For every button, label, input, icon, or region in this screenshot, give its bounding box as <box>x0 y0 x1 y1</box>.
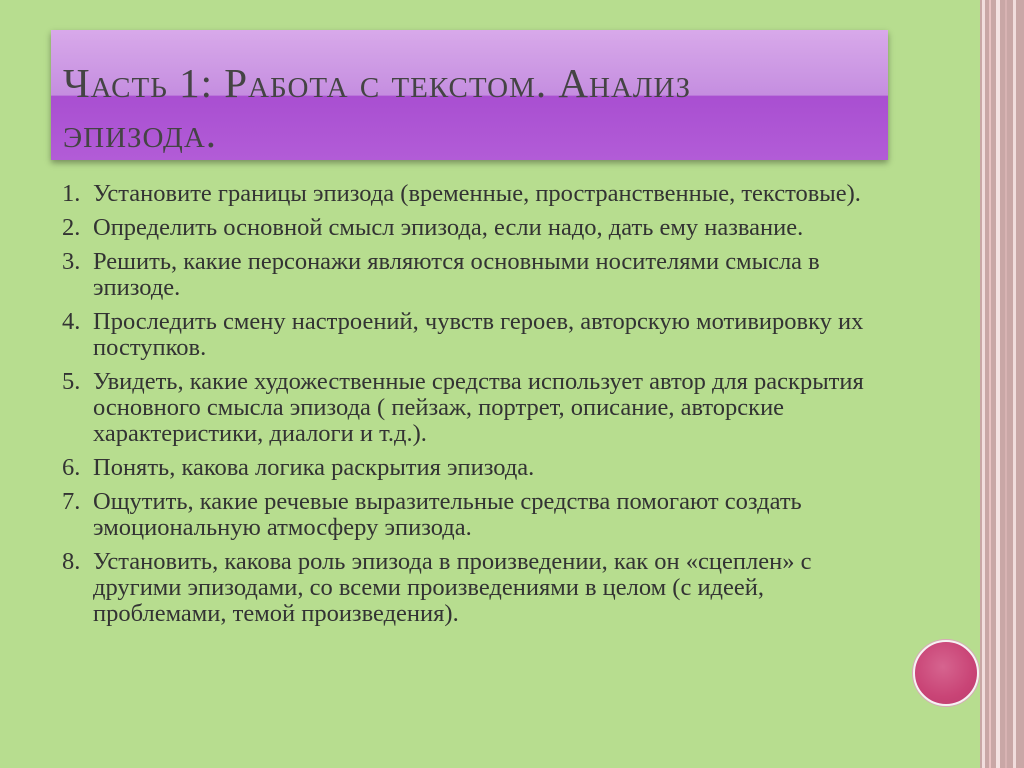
list-item <box>62 249 892 301</box>
list-item <box>62 455 892 481</box>
decorative-stripe <box>1005 0 1007 768</box>
slide-title-line-2: эпизода. <box>63 110 218 156</box>
decorative-stripe <box>996 0 1000 768</box>
title-box <box>51 30 888 160</box>
list-item-text: Проследить смену настроений, чувств героев, авторскую мотивировку их поступков. <box>93 308 864 361</box>
decorative-stripe <box>982 0 985 768</box>
decorative-stripe <box>989 0 991 768</box>
list-item-number: 2. <box>62 214 81 241</box>
list-item-number: 1. <box>62 180 81 207</box>
list-item <box>62 489 892 541</box>
list-item-text: Установите границы эпизода (временные, пространственные, текстовые). <box>93 180 861 207</box>
list-item-text: Ощутить, какие речевые выразительные средства помогают создать эмоциональную атмосферу эпизода. <box>93 488 802 541</box>
slide-content <box>62 181 892 635</box>
list-item-number: 6. <box>62 454 81 481</box>
list-item-text: Понять, какова логика раскрытия эпизода. <box>93 454 535 481</box>
steps-list <box>62 181 892 627</box>
list-item <box>62 369 892 447</box>
list-item-number: 7. <box>62 488 81 515</box>
list-item <box>62 181 892 207</box>
decorative-side-stripes <box>980 0 1024 768</box>
list-item-number: 3. <box>62 248 81 275</box>
decorative-circle <box>913 640 979 706</box>
list-item-number: 8. <box>62 548 81 575</box>
list-item-number: 5. <box>62 368 81 395</box>
slide-title <box>63 58 863 158</box>
list-item <box>62 549 892 627</box>
list-item-text: Установить, какова роль эпизода в произведении, как он «сцеплен» с другими эпизодами, со всеми произведениями в целом (с идеей, проблемами, темой произведения). <box>93 548 812 627</box>
decorative-stripe <box>1013 0 1016 768</box>
list-item-text: Увидеть, какие художественные средства использует автор для раскрытия основного смысла эпизода ( пейзаж, портрет, описание, авторские характеристики, диалоги и т.д.). <box>93 368 864 447</box>
list-item-number: 4. <box>62 308 81 335</box>
list-item-text: Определить основной смысл эпизода, если надо, дать ему название. <box>93 214 804 241</box>
slide-title-line-1: Часть 1: Работа с текстом. Анализ <box>63 60 692 106</box>
list-item <box>62 309 892 361</box>
list-item <box>62 215 892 241</box>
list-item-text: Решить, какие персонажи являются основными носителями смысла в эпизоде. <box>93 248 820 301</box>
